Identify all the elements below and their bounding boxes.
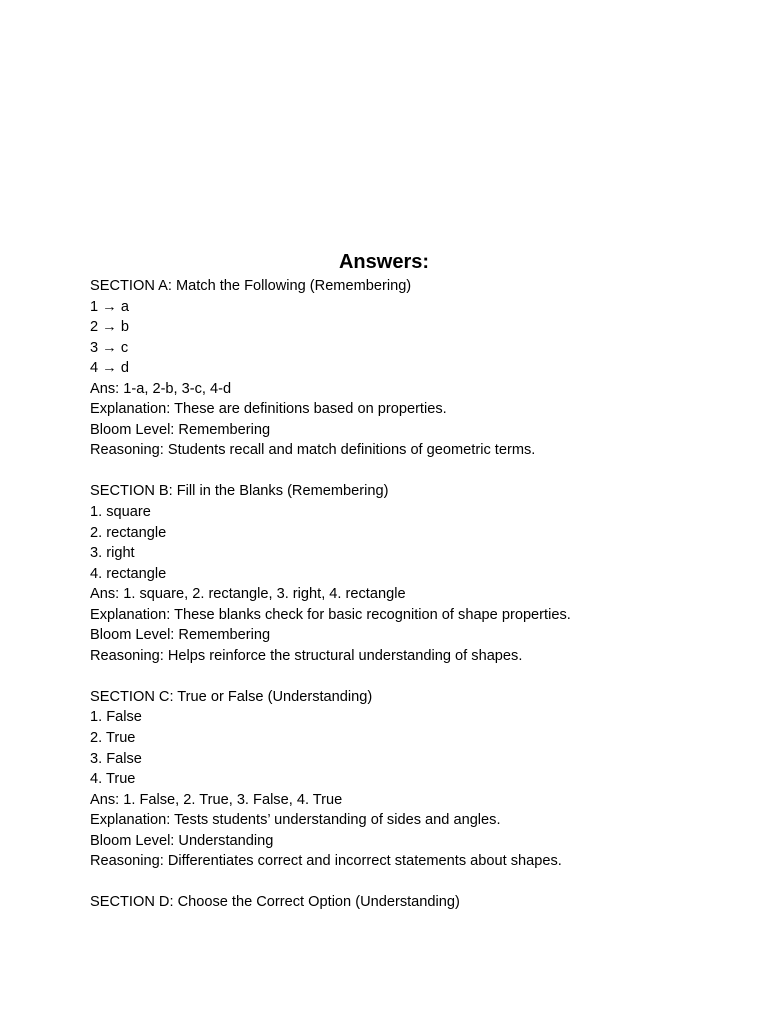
answers-body [90,276,730,913]
section-b [90,481,730,666]
explanation-line: Explanation: Tests students’ understanding of sides and angles. [90,812,501,829]
section-heading: SECTION A: Match the Following (Remembering) [90,278,412,294]
answer-line: 3. right [90,545,135,562]
answer-line: 2. rectangle [90,524,167,541]
answer-line: 4. True [90,771,136,788]
answer-line: 1. square [90,504,151,521]
bloom-level-line: Bloom Level: Understanding [90,832,274,849]
answer-line: 4. rectangle [90,565,167,582]
answer-line: 1. False [90,709,142,726]
section-c [90,687,730,872]
reasoning-line: Reasoning: Differentiates correct and incorrect statements about shapes. [90,853,562,870]
answer-line: 3. False [90,750,142,767]
explanation-line: Explanation: These blanks check for basic recognition of shape properties. [90,606,571,623]
answer-summary: Ans: 1. False, 2. True, 3. False, 4. True [90,791,343,808]
answer-line: 3 → c [90,339,129,356]
section-d [90,892,730,913]
bloom-level-line: Bloom Level: Remembering [90,627,271,644]
page-title: Answers: [338,251,430,273]
answer-summary: Ans: 1-a, 2-b, 3-c, 4-d [90,380,232,397]
reasoning-line: Reasoning: Helps reinforce the structural understanding of shapes. [90,647,523,664]
bloom-level-line: Bloom Level: Remembering [90,421,271,438]
section-heading: SECTION C: True or False (Understanding) [90,688,373,705]
section-a [90,276,730,461]
section-spacer [90,666,730,687]
answer-line: 1 → a [90,298,129,315]
explanation-line: Explanation: These are definitions based on properties. [90,401,447,418]
reasoning-line: Reasoning: Students recall and match definitions of geometric terms. [90,442,536,459]
answer-line: 2. True [90,730,136,747]
section-spacer [90,461,730,482]
answer-line: 2 → b [90,319,129,336]
section-heading: SECTION B: Fill in the Blanks (Remembering) [90,483,389,500]
answer-line: 4 → d [90,360,129,377]
section-heading: SECTION D: Choose the Correct Option (Understanding) [90,894,460,911]
section-spacer [90,872,730,893]
answer-summary: Ans: 1. square, 2. rectangle, 3. right, 4. rectangle [90,586,406,603]
